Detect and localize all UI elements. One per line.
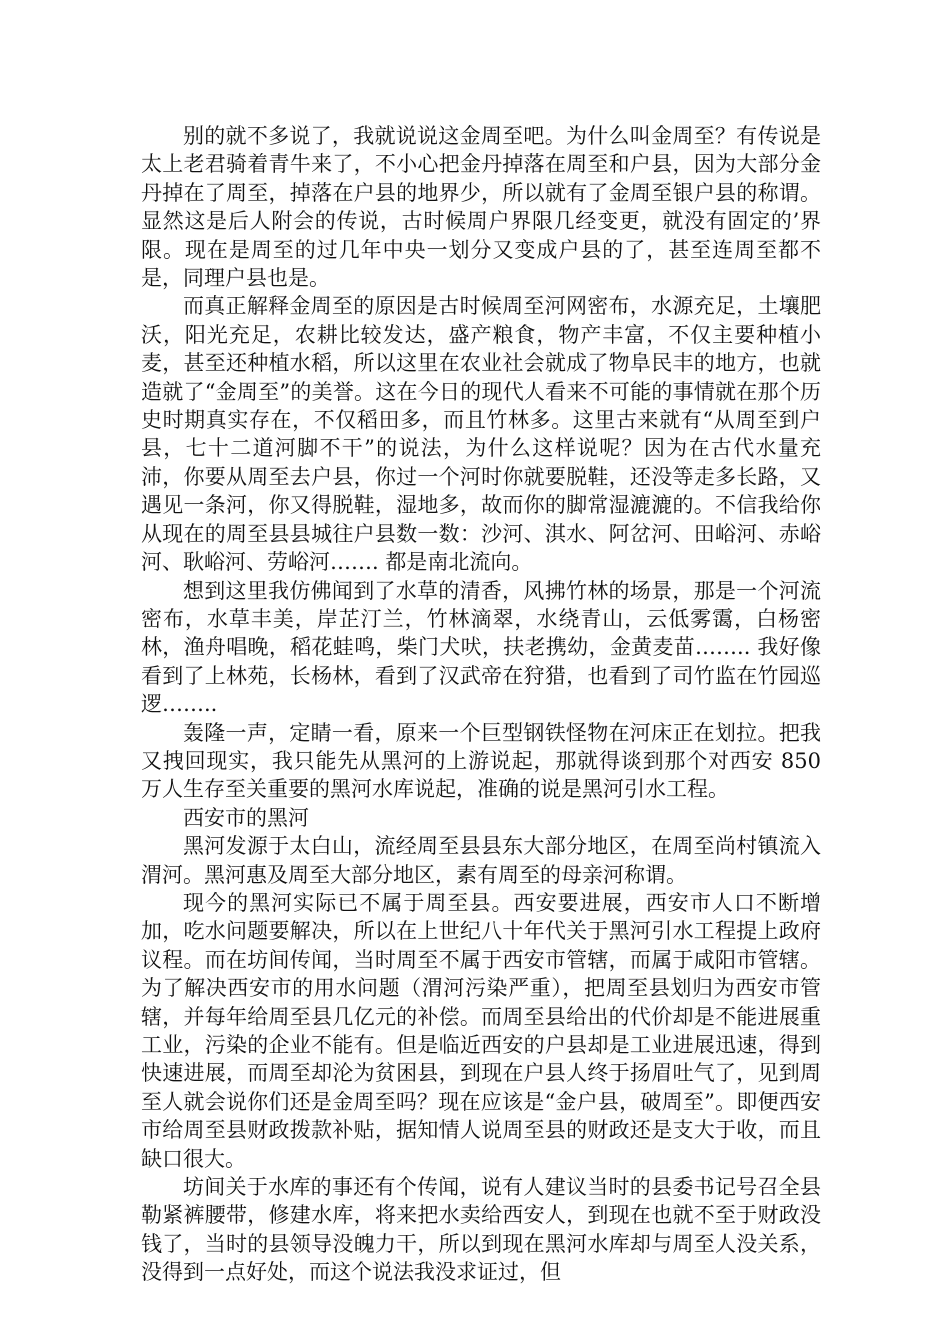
paragraph-heihe-project-intro: 轰隆一声，定睛一看，原来一个巨型钢铁怪物在河床正在划拉。把我又拽回现实，我只能先从黑河的上游说起，那就得谈到那个对西安 850 万人生存至关重要的黑河水库说起，准确的说是黑河引水工程。 <box>141 720 821 802</box>
paragraph-heihe-source: 黑河发源于太白山，流经周至县县东大部分地区，在周至尚村镇流入渭河。黑河惠及周至大部分地区，素有周至的母亲河称谓。 <box>141 834 821 887</box>
document-page <box>141 122 821 1287</box>
paragraph-heihe-ownership: 现今的黑河实际已不属于周至县。西安要进展，西安市人口不断增加，吃水问题要解决，所以在上世纪八十年代关于黑河引水工程提上政府议程。而在坊间传闻，当时周至不属于西安市管辖，而属于咸阳市管辖。为了解决西安市的用水问题（渭河污染严重），把周至县划归为西安市管辖，并每年给周至县几亿元的补偿。而周至县给出的代价却是不能进展重工业，污染的企业不能有。但是临近西安的户县却是工业进展迅速，得到快速进展，而周至却沦为贫困县，到现在户县人终于扬眉吐气了，见到周至人就会说你们还是金周至吗？现在应该是“金户县，破周至”。即便西安市给周至县财政拨款补贴，据知情人说周至县的财政还是支大于收，而且缺口很大。 <box>141 890 821 1171</box>
paragraph-jin-zhouzhi-origin: 而真正解释金周至的原因是古时候周至河网密布，水源充足，土壤肥沃，阳光充足，农耕比较发达，盛产粮食，物产丰富，不仅主要种植小麦，甚至还种植水稻，所以这里在农业社会就成了物阜民丰的地方，也就造就了“金周至”的美誉。这在今日的现代人看来不可能的事情就在那个历史时期真实存在，不仅稻田多，而且竹林多。这里古来就有“从周至到户县，七十二道河脚不干”的说法，为什么这样说呢？因为在古代水量充沛，你要从周至去户县，你过一个河时你就要脱鞋，还没等走多长路，又遇见一条河，你又得脱鞋，湿地多，故而你的脚常湿漉漉的。不信我给你从现在的周至县县城往户县数一数：沙河、淇水、阿岔河、田峪河、赤峪河、耿峪河、劳峪河……. 都是南北流向。 <box>141 294 821 575</box>
paragraph-reservoir-rumor: 坊间关于水库的事还有个传闻，说有人建议当时的县委书记号召全县勒紧裤腰带，修建水库，将来把水卖给西安人，到现在也就不至于财政没钱了，当时的县领导没魄力干，所以到现在黑河水库却与周至人没关系，没得到一点好处，而这个说法我没求证过，但 <box>141 1175 821 1285</box>
paragraph-scenery-imagination: 想到这里我仿佛闻到了水草的清香，风拂竹林的场景，那是一个河流密布，水草丰美，岸芷汀兰，竹林滴翠，水绕青山，云低雾霭，白杨密林，渔舟唱晚，稻花蛙鸣，柴门犬吠，扶老携幼，金黄麦苗…….. 我好像看到了上林苑，长杨林，看到了汉武帝在狩猎，也看到了司竹监在竹园巡逻…….. <box>141 578 821 717</box>
paragraph-jin-zhouzhi-legend: 别的就不多说了，我就说说这金周至吧。为什么叫金周至？有传说是太上老君骑着青牛来了，不小心把金丹掉落在周至和户县，因为大部分金丹掉在了周至，掉落在户县的地界少，所以就有了金周至银户县的称谓。显然这是后人附会的传说，古时候周户界限几经变更，就没有固定的’界限。现在是周至的过几年中央一划分又变成户县的了，甚至连周至都不是，同理户县也是。 <box>141 124 821 291</box>
section-title: 西安市的黑河 <box>183 805 309 830</box>
